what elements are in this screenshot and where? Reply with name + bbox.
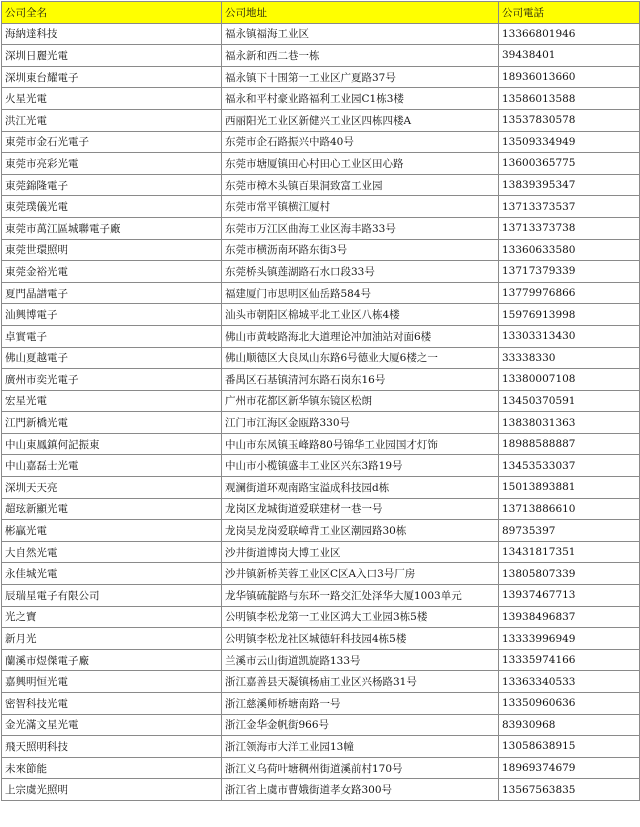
company-phone-cell: 13335974166 <box>499 649 640 671</box>
company-address-cell: 东莞桥头镇莲湖路石水口段33号 <box>222 261 499 283</box>
company-address-cell: 中山市东凤镇玉峰路80号锦华工业园国才灯饰 <box>222 433 499 455</box>
company-phone-cell: 13805807339 <box>499 563 640 585</box>
table-row <box>2 628 640 650</box>
table-row <box>2 88 640 110</box>
table-row <box>2 585 640 607</box>
company-name-cell: 新月光 <box>2 628 222 650</box>
table-row <box>2 239 640 261</box>
company-name-cell: 宏星光電 <box>2 390 222 412</box>
company-address-cell: 广州市花都区新华镇东镜区松朗 <box>222 390 499 412</box>
company-phone-cell: 13363340533 <box>499 671 640 693</box>
company-name-cell: 深圳東台耀電子 <box>2 66 222 88</box>
company-address-cell: 公明镇李松龙社区城德轩科技园4栋5楼 <box>222 628 499 650</box>
company-address-cell: 龙岗区龙城街道爱联建材一巷一号 <box>222 498 499 520</box>
column-header-address: 公司地址 <box>222 2 499 24</box>
company-phone-cell: 13713886610 <box>499 498 640 520</box>
company-address-cell: 中山市小榄镇盛丰工业区兴东3路19号 <box>222 455 499 477</box>
table-row <box>2 693 640 715</box>
company-address-cell: 浙江慈溪师桥塘南路一号 <box>222 693 499 715</box>
company-name-cell: 蘭溪市煜傑電子廠 <box>2 649 222 671</box>
company-address-cell: 浙江领海市大洋工业园13幢 <box>222 736 499 758</box>
company-name-cell: 東莞錦隆電子 <box>2 174 222 196</box>
table-row <box>2 45 640 67</box>
company-address-cell: 东莞市塘厦镇田心村田心工业区田心路 <box>222 153 499 175</box>
table-row <box>2 671 640 693</box>
company-name-cell: 東莞金裕光電 <box>2 261 222 283</box>
company-phone-cell: 13839395347 <box>499 174 640 196</box>
company-address-cell: 兰溪市云山街道凯旋路133号 <box>222 649 499 671</box>
company-phone-cell: 13453533037 <box>499 455 640 477</box>
company-address-cell: 浙江金华金帆街966号 <box>222 714 499 736</box>
company-phone-cell: 13058638915 <box>499 736 640 758</box>
column-header-company: 公司全名 <box>2 2 222 24</box>
company-address-cell: 龙华镇硫靛路与东环一路交汇处泽华大厦1003单元 <box>222 585 499 607</box>
company-address-cell: 福永镇福海工业区 <box>222 23 499 45</box>
company-name-cell: 金光滿文星光電 <box>2 714 222 736</box>
company-name-cell: 夏門晶譜電子 <box>2 282 222 304</box>
company-address-cell: 佛山顺德区大良凤山东路6号德业大厦6楼之一 <box>222 347 499 369</box>
company-address-cell: 福建厦门市思明区仙岳路584号 <box>222 282 499 304</box>
company-name-cell: 佛山夏越電子 <box>2 347 222 369</box>
table-row <box>2 153 640 175</box>
company-address-cell: 福永新和西二巷一栋 <box>222 45 499 67</box>
company-name-cell: 飛天照明科技 <box>2 736 222 758</box>
company-name-cell: 東莞璞儀光電 <box>2 196 222 218</box>
table-row <box>2 606 640 628</box>
company-phone-cell: 13713373738 <box>499 217 640 239</box>
company-phone-cell: 33338330 <box>499 347 640 369</box>
company-phone-cell: 83930968 <box>499 714 640 736</box>
company-name-cell: 嘉興明恒光電 <box>2 671 222 693</box>
company-name-cell: 東莞市萬江區城聯電子廠 <box>2 217 222 239</box>
company-address-cell: 福永和平村豪业路福利工业园C1栋3楼 <box>222 88 499 110</box>
company-phone-cell: 13360633580 <box>499 239 640 261</box>
company-contact-table <box>1 1 640 801</box>
company-phone-cell: 13333996949 <box>499 628 640 650</box>
company-name-cell: 東莞市亮彩光電 <box>2 153 222 175</box>
company-address-cell: 沙井镇新桥芙蓉工业区C区A入口3号厂房 <box>222 563 499 585</box>
table-row <box>2 433 640 455</box>
company-address-cell: 东莞市万江区曲海工业区海丰路33号 <box>222 217 499 239</box>
table-row <box>2 347 640 369</box>
company-name-cell: 海納達科技 <box>2 23 222 45</box>
company-name-cell: 大自然光電 <box>2 541 222 563</box>
company-phone-cell: 18969374679 <box>499 757 640 779</box>
company-name-cell: 江門新橋光電 <box>2 412 222 434</box>
table-row <box>2 563 640 585</box>
table-row <box>2 757 640 779</box>
company-name-cell: 廣州市奕光電子 <box>2 369 222 391</box>
company-name-cell: 東莞市金石光電子 <box>2 131 222 153</box>
company-name-cell: 上宗虞光照明 <box>2 779 222 801</box>
company-phone-cell: 13779976866 <box>499 282 640 304</box>
company-phone-cell: 39438401 <box>499 45 640 67</box>
company-phone-cell: 13366801946 <box>499 23 640 45</box>
table-row <box>2 390 640 412</box>
table-row <box>2 714 640 736</box>
company-phone-cell: 15013893881 <box>499 477 640 499</box>
company-phone-cell: 18936013660 <box>499 66 640 88</box>
company-phone-cell: 13838031363 <box>499 412 640 434</box>
company-phone-cell: 13509334949 <box>499 131 640 153</box>
table-row <box>2 23 640 45</box>
table-row <box>2 520 640 542</box>
company-name-cell: 洪江光電 <box>2 109 222 131</box>
company-name-cell: 中山嘉磊士光電 <box>2 455 222 477</box>
company-name-cell: 東莞世環照明 <box>2 239 222 261</box>
company-phone-cell: 89735397 <box>499 520 640 542</box>
company-phone-cell: 13303313430 <box>499 325 640 347</box>
company-phone-cell: 18988588887 <box>499 433 640 455</box>
company-phone-cell: 13717379339 <box>499 261 640 283</box>
company-name-cell: 未來節能 <box>2 757 222 779</box>
company-address-cell: 江门市江海区金瓯路330号 <box>222 412 499 434</box>
company-address-cell: 东莞市常平镇横江厦村 <box>222 196 499 218</box>
table-row <box>2 66 640 88</box>
table-row <box>2 455 640 477</box>
header-row <box>2 2 640 24</box>
company-phone-cell: 13567563835 <box>499 779 640 801</box>
company-address-cell: 沙井街道博岗大博工业区 <box>222 541 499 563</box>
table-row <box>2 477 640 499</box>
company-phone-cell: 13450370591 <box>499 390 640 412</box>
table-row <box>2 282 640 304</box>
company-address-cell: 浙江省上虞市曹娥街道孝女路300号 <box>222 779 499 801</box>
table-row <box>2 261 640 283</box>
company-phone-cell: 13937467713 <box>499 585 640 607</box>
company-name-cell: 彬贏光電 <box>2 520 222 542</box>
company-name-cell: 深圳日麗光電 <box>2 45 222 67</box>
company-name-cell: 中山東鳳鎮何記振東 <box>2 433 222 455</box>
table-row <box>2 779 640 801</box>
table-row <box>2 131 640 153</box>
table-row <box>2 109 640 131</box>
company-phone-cell: 13537830578 <box>499 109 640 131</box>
table-row <box>2 196 640 218</box>
company-address-cell: 龙岗吴龙岗爱联嶂背工业区潮园路30栋 <box>222 520 499 542</box>
company-address-cell: 浙江义乌荷叶塘稠州街道溪前村170号 <box>222 757 499 779</box>
company-phone-cell: 13600365775 <box>499 153 640 175</box>
company-phone-cell: 13350960636 <box>499 693 640 715</box>
table-row <box>2 369 640 391</box>
table-row <box>2 412 640 434</box>
company-phone-cell: 13380007108 <box>499 369 640 391</box>
company-name-cell: 卓實電子 <box>2 325 222 347</box>
column-header-phone: 公司電話 <box>499 2 640 24</box>
company-name-cell: 永佳城光電 <box>2 563 222 585</box>
table-row <box>2 649 640 671</box>
company-address-cell: 东莞市横沥南环路东街3号 <box>222 239 499 261</box>
company-phone-cell: 13431817351 <box>499 541 640 563</box>
table-row <box>2 736 640 758</box>
company-address-cell: 福永镇下十围第一工业区广夏路37号 <box>222 66 499 88</box>
company-address-cell: 佛山市黄岐路海北大道理论冲加油站对面6楼 <box>222 325 499 347</box>
table-row <box>2 304 640 326</box>
company-address-cell: 汕头市朝阳区棉城平北工业区八栋4楼 <box>222 304 499 326</box>
company-name-cell: 火星光電 <box>2 88 222 110</box>
company-phone-cell: 13938496837 <box>499 606 640 628</box>
company-address-cell: 公明镇李松龙第一工业区鸿大工业园3栋5楼 <box>222 606 499 628</box>
company-name-cell: 汕興博電子 <box>2 304 222 326</box>
table-row <box>2 174 640 196</box>
company-address-cell: 浙江嘉善县天凝镇杨庙工业区兴杨路31号 <box>222 671 499 693</box>
company-address-cell: 西丽阳光工业区新健兴工业区四栋四楼A <box>222 109 499 131</box>
table-row <box>2 325 640 347</box>
company-name-cell: 超玹新顯光電 <box>2 498 222 520</box>
company-phone-cell: 15976913998 <box>499 304 640 326</box>
company-phone-cell: 13586013588 <box>499 88 640 110</box>
company-address-cell: 观澜街道环观南路宝溢成科技园d栋 <box>222 477 499 499</box>
table-row <box>2 217 640 239</box>
company-name-cell: 深圳天天亮 <box>2 477 222 499</box>
company-name-cell: 辰瑞星電子有限公司 <box>2 585 222 607</box>
company-name-cell: 密智科技光電 <box>2 693 222 715</box>
table-row <box>2 541 640 563</box>
company-address-cell: 番禺区石基镇清河东路石岗东16号 <box>222 369 499 391</box>
company-phone-cell: 13713373537 <box>499 196 640 218</box>
table-row <box>2 498 640 520</box>
company-address-cell: 东莞市企石路振兴中路40号 <box>222 131 499 153</box>
company-name-cell: 光之寶 <box>2 606 222 628</box>
company-address-cell: 东莞市樟木头镇百果洞致富工业园 <box>222 174 499 196</box>
